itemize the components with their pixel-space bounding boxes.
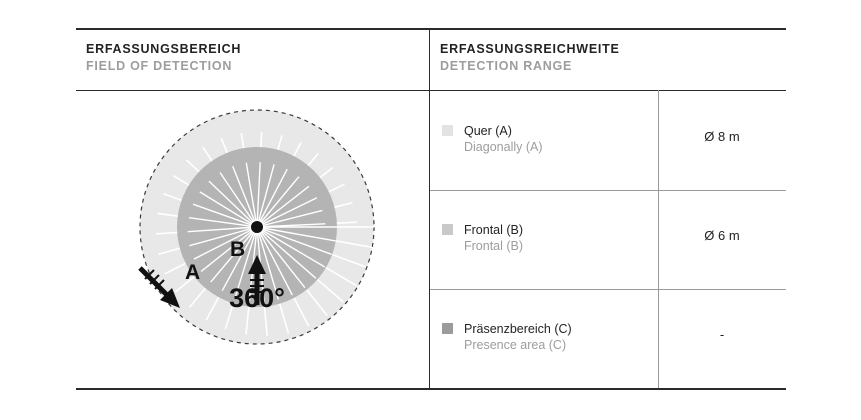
table-row xyxy=(430,289,786,388)
range-value: Ø 8 m xyxy=(704,129,740,144)
header-field-of-detection xyxy=(86,42,241,74)
legend-frontal-b xyxy=(442,222,523,254)
swatch-quer-a xyxy=(442,125,453,136)
legend-praesenzbereich-c xyxy=(442,321,572,353)
legend-label-de: Frontal (B) xyxy=(464,223,524,237)
sensor-center-dot xyxy=(251,221,263,233)
radial-detection-svg xyxy=(86,92,428,386)
header-right-title-en: DETECTION RANGE xyxy=(440,59,573,73)
legend-label-en: Frontal (B) xyxy=(464,239,524,253)
range-value: Ø 6 m xyxy=(704,228,740,243)
legend-label-de: Präsenzbereich (C) xyxy=(464,322,572,336)
header-right-title-de: ERFASSUNGSREICHWEITE xyxy=(440,42,620,56)
swatch-praesenzbereich-c xyxy=(442,323,453,334)
detection-field-diagram xyxy=(86,92,428,386)
label-angle: 360° xyxy=(229,283,285,313)
row-divider xyxy=(430,289,786,290)
legend-label-en: Presence area (C) xyxy=(464,338,567,352)
row-divider xyxy=(430,190,786,191)
label-marker-a: A xyxy=(185,261,201,284)
table-row xyxy=(430,91,786,190)
header-detection-range xyxy=(440,42,620,74)
legend-label-en: Diagonally (A) xyxy=(464,140,543,154)
label-marker-b: B xyxy=(230,238,246,261)
detection-range-table xyxy=(430,91,786,388)
table-row xyxy=(430,190,786,289)
top-rule xyxy=(76,28,786,30)
legend-quer-a xyxy=(442,123,543,155)
legend-label-de: Quer (A) xyxy=(464,124,512,138)
swatch-frontal-b xyxy=(442,224,453,235)
bottom-rule xyxy=(76,388,786,390)
header-left-title-de: ERFASSUNGSBEREICH xyxy=(86,42,242,56)
header-left-title-en: FIELD OF DETECTION xyxy=(86,59,233,73)
range-value: - xyxy=(719,327,725,342)
